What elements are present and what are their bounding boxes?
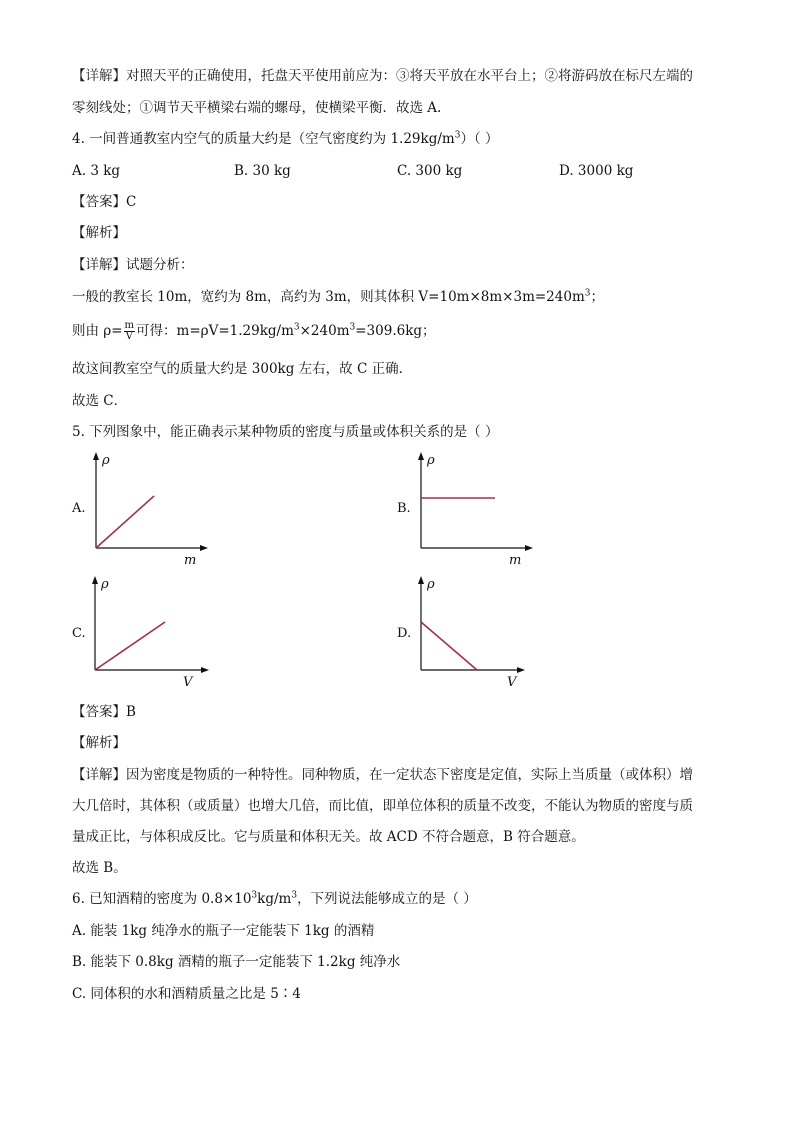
graph-a-x-label: m	[184, 553, 197, 568]
q4-detail-intro: 【详解】试题分析：	[72, 257, 194, 273]
graph-d-y-arrow	[418, 576, 424, 584]
q6-option-a: A. 能装 1kg 纯净水的瓶子一定能装下 1kg 的酒精	[72, 923, 375, 939]
graph-d-y-label: ρ	[427, 577, 435, 592]
detail-tag: 【详解】	[72, 257, 126, 273]
graph-c-x-arrow	[201, 667, 209, 673]
graph-a-x-arrow	[200, 545, 208, 551]
graph-c-option-label: C.	[72, 626, 86, 641]
detail-tag: 【详解】	[72, 68, 126, 84]
q5-answer	[72, 703, 136, 721]
graph-c	[85, 574, 215, 692]
detail-tag: 【详解】	[72, 767, 126, 783]
graph-a-option-label: A.	[72, 501, 86, 516]
graph-c-x-label: V	[183, 675, 193, 690]
graph-d-plot-line	[421, 622, 477, 670]
q5-detail-line-3: 量成正比，与体积成反比。它与质量和体积无关。故 ACD 不符合题意，B 符合题意。	[72, 829, 585, 845]
graph-b-x-arrow	[525, 545, 533, 551]
q5-detail-line-1: 【详解】因为密度是物质的一种特性。同种物质，在一定状态下密度是定值，实际上当质量（或体积）增	[72, 767, 693, 783]
graph-a-plot-line	[96, 496, 154, 548]
q5-analysis-tag: 【解析】	[72, 735, 126, 751]
q3-detail-line-2: 零刻线处；①调节天平横梁右端的螺母，使横梁平衡．故选 A.	[72, 100, 442, 116]
graph-c-plot-line	[95, 622, 165, 670]
graph-a	[86, 450, 216, 568]
q6-stem: 6. 已知酒精的密度为 $0.8\times 10^3kg/m^3$，下列说法能够成立的是（ ）	[72, 890, 477, 907]
graph-d-option-label: D.	[397, 626, 412, 641]
q4-stem: 4. 一间普通教室内空气的质量大约是（空气密度约为 $1.29kg/m^3$）（ ）	[72, 130, 499, 147]
q4-calc-mass: 则由 ρ= $\frac{m}{V}$ 可得：$m=\rho V=1.29kg/m^3\times 240m^3=309.6kg$；	[72, 320, 436, 342]
graph-d-x-label: V	[507, 675, 517, 690]
graph-c-y-arrow	[92, 576, 98, 584]
q4-option-b: B. 30 kg	[234, 163, 291, 179]
graph-c-y-label: ρ	[101, 577, 109, 592]
q6-option-b: B. 能装下 0.8kg 酒精的瓶子一定能装下 1.2kg 纯净水	[72, 954, 401, 970]
q5-stem: 5. 下列图象中，能正确表示某种物质的密度与质量或体积关系的是（ ）	[72, 424, 499, 440]
q4-option-a: A. 3 kg	[72, 163, 121, 179]
q3-detail-line-1: 【详解】对照天平的正确使用，托盘天平使用前应为：③将天平放在水平台上；②将游码放在标尺左端的	[72, 68, 693, 84]
q4-choice: 故选 C．	[72, 393, 128, 409]
graph-a-y-label: ρ	[102, 453, 110, 468]
graph-a-y-arrow	[93, 452, 99, 460]
q4-option-d: D. 3000 kg	[559, 163, 634, 179]
q6-option-c: C. 同体积的水和酒精质量之比是 5∶4	[72, 986, 301, 1002]
q4-conclusion: 故这间教室空气的质量大约是 300kg 左右，故 C 正确．	[72, 361, 413, 377]
q4-calc-volume: 一般的教室长 10m，宽约为 8m，高约为 3m，则其体积 $V=10m\times 8m\times 3m=240m^3$；	[72, 288, 604, 305]
graph-b-y-arrow	[418, 452, 424, 460]
q4-option-c: C. 300 kg	[397, 163, 463, 179]
density-fraction: $\frac{m}{V}$	[124, 320, 135, 342]
answer-tag: 【答案】	[72, 194, 126, 210]
graph-d-x-arrow	[517, 667, 525, 673]
graph-b-y-label: ρ	[427, 453, 435, 468]
graph-b-option-label: B.	[397, 501, 411, 516]
answer-value: B	[126, 704, 136, 720]
graph-b	[411, 450, 541, 568]
graph-d	[411, 574, 541, 692]
answer-value: C	[126, 194, 137, 210]
q5-choice: 故选 B。	[72, 860, 127, 876]
answer-tag: 【答案】	[72, 704, 126, 720]
graph-b-x-label: m	[509, 553, 522, 568]
q5-detail-line-2: 大几倍时，其体积（或质量）也增大几倍，而比值，即单位体积的质量不改变，不能认为物质的密度与质	[72, 798, 693, 814]
q4-analysis-tag: 【解析】	[72, 225, 126, 241]
q4-answer	[72, 193, 136, 211]
